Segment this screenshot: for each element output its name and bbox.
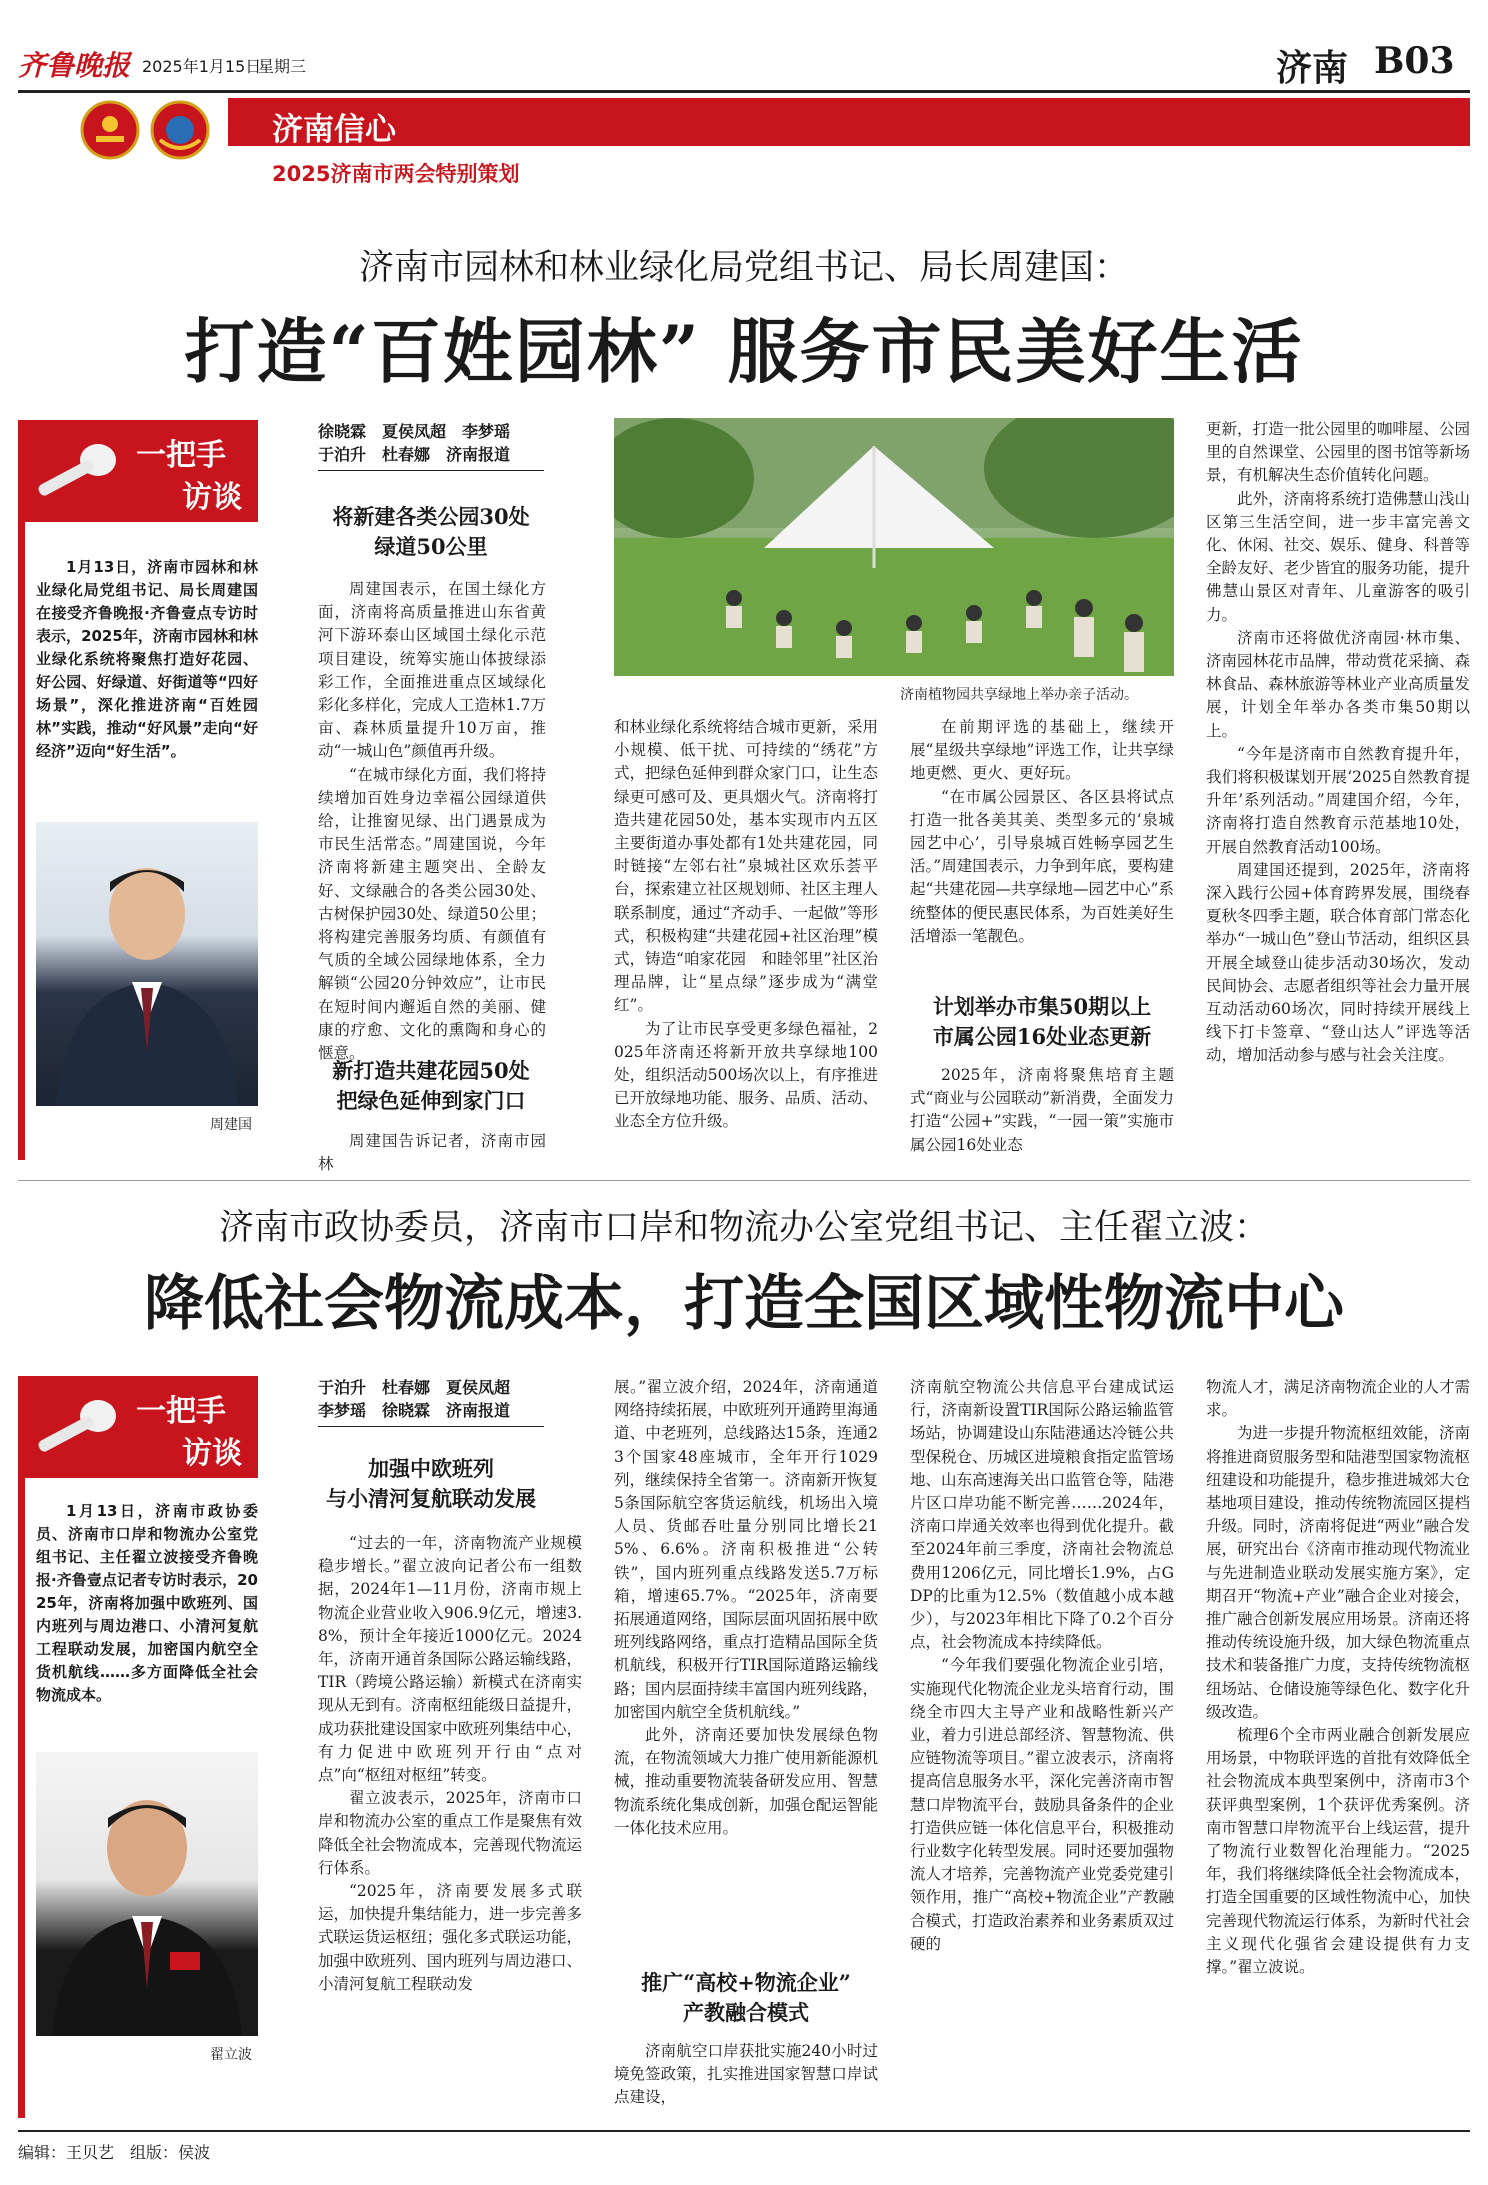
paragraph: 为进一步提升物流枢纽效能，济南将推进商贸服务型和陆港型国家物流枢纽建设和功能提升，稳步推进城郊大仓基地项目建设，推动传统物流园区提档升级。同时，济南将促进“两业”融合发展，研究出台《济南市推动现代物流业与先进制造业联动发展实施方案》，定期召开“物流+产业”融合企业对接会，推广融合创新发展应用场景。济南还将推动传统设施升级，加大绿色物流重点技术和装备推广力度，支持传统物流枢纽场站、仓储设施等绿色化、数字化升级改造。: [1206, 1424, 1470, 1721]
paragraph: “2025年，济南要发展多式联运，加快提升集结能力，进一步完善多式联运货运枢纽；强化多式联运功能，加强中欧班列、国内班列与周边港口、小清河复航工程联动发: [318, 1882, 582, 1993]
article2-lead: 1月13日，济南市政协委员、济南市口岸和物流办公室党组书记、主任翟立波接受齐鲁晚报·齐鲁壹点记者专访时表示，2025年，济南将加强中欧班列、国内班列与周边港口、小清河复航工程联动发展，加密国内航空全货机航线……多方面降低全社会物流成本。: [36, 1502, 258, 1704]
paragraph: 在前期评选的基础上，继续开展“星级共享绿地”评选工作，让共享绿地更燃、更火、更好玩。: [910, 718, 1174, 783]
article1-byline-2: 于泊升 杜春娜 济南报道: [318, 445, 511, 464]
badge-line1: 一把手: [136, 438, 226, 473]
masthead: 齐鲁晚报: [18, 49, 131, 82]
article2-subhead-2: 推广“高校+物流企业” 产教融合模式: [641, 1970, 851, 2025]
section-title: 济南信心: [272, 112, 396, 148]
article2-headline: 降低社会物流成本，打造全国区域性物流中心: [144, 1269, 1344, 1339]
portrait-caption-zhou: 周建国: [210, 1117, 252, 1133]
page-number: B03: [1374, 40, 1455, 82]
paragraph: 物流人才，满足济南物流企业的人才需求。: [1206, 1378, 1470, 1420]
paragraph: “在市属公园景区、各区县将试点打造一批各美其美、类型多元的‘泉城园艺中心’，引导泉城百姓畅享园艺生活。”周建国表示，力争到年底，要构建起“共建花园—共享绿地—园艺中心”系统整体的便民惠民体系，为百姓美好生活增添一笔靓色。: [910, 787, 1174, 945]
article1-colC-tail: 2025年，济南将聚焦培育主题式“商业与公园联动”新消费，全面发力打造“公园+”实践，“一园一策”实施市属公园16处业态: [910, 1066, 1174, 1154]
paragraph: 周建国表示，在国土绿化方面，济南将高质量推进山东省黄河下游环泰山区域国土绿化示范项目建设，统筹实施山体披绿添彩工作，全面推进重点区域绿化彩化多样化，完成人工造林1.7万亩、森林质量提升10万亩，推动“一城山色”颜值再升级。: [318, 580, 546, 761]
paragraph: 此外，济南将系统打造佛慧山浅山区第三生活空间，进一步丰富完善文化、休闲、社交、娱乐、健身、科普等全龄友好、老少皆宜的服务功能，提升佛慧山景区对青年、儿童游客的吸引力。: [1206, 489, 1470, 624]
article1-colA: [318, 578, 546, 1065]
article1-subhead-3: 计划举办市集50期以上 市属公园16处业态更新: [932, 994, 1152, 1049]
cppcc-emblem-icon: [150, 100, 210, 160]
microphone-icon: [26, 438, 122, 508]
interview-badge-2: [18, 1376, 258, 1478]
national-emblem-icon: [80, 100, 140, 160]
park-scene-icon: [614, 418, 1174, 676]
paragraph: 翟立波表示，2025年，济南市口岸和物流办公室的重点工作是聚焦有效降低全社会物流成本，完善现代物流运行体系。: [318, 1789, 582, 1877]
article2-colB-tail: 济南航空口岸获批实施240小时过境免签政策，扎实推进国家智慧口岸试点建设，: [614, 2042, 878, 2107]
article2-subhead-1: 加强中欧班列 与小清河复航联动发展: [326, 1456, 536, 1511]
paragraph: 济南市还将做优济南园·林市集、济南园林花市品牌，带动赏花采摘、森林食品、森林旅游等林业产业高质量发展，计划全年举办各类市集50期以上。: [1206, 628, 1470, 740]
paragraph: 济南航空物流公共信息平台建成试运行，济南新设置TIR国际公路运输监管场站，协调建设山东陆港通达冷链公共型保税仓、历城区进境粮食指定监管场地、山东高速海关出口监管仓等，陆港片区口岸功能不断完善……2024年，济南口岸通关效率也得到优化提升。截至2024年前三季度，济南社会物流总费用1206亿元，同比增长1.9%，占GDP的比重为12.5%（数值越小成本越少），与2023年相比下降了0.2个百分点，社会物流成本持续降低。: [910, 1378, 1174, 1652]
article1-subhead-1: 将新建各类公园30处 绿道50公里: [332, 504, 530, 559]
paragraph: 为了让市民享受更多绿色福祉，2025年济南还将新开放共享绿地100处，组织活动500场次以上，有序推进已开放绿地功能、服务、品质、活动、业态全方位升级。: [614, 1019, 878, 1131]
photo-caption: 济南植物园共享绿地上举办亲子活动。: [900, 687, 1138, 703]
article-divider: [18, 1180, 1470, 1181]
article1-lead: 1月13日，济南市园林和林业绿化局党组书记、局长周建国在接受齐鲁晚报·齐鲁壹点专访时表示，2025年，济南市园林和林业绿化系统将聚焦打造好花园、好公园、好绿道、好街道等“四好场景”，深化推进济南“百姓园林”实践，推动“好风景”走向“好经济”迈向“好生活”。: [36, 558, 258, 760]
article2-byline-2: 李梦瑶 徐晓霖 济南报道: [318, 1401, 511, 1420]
page-city: 济南: [1276, 47, 1349, 89]
article2-colA: [318, 1532, 582, 1996]
article2-byline-1: 于泊升 杜春娜 夏侯凤超: [318, 1378, 511, 1397]
header-rule: [18, 90, 1470, 93]
article1-colD: [1206, 418, 1470, 1068]
special-report-label: 2025济南市两会特别策划: [272, 162, 520, 186]
article2-kicker: 济南市政协委员，济南市口岸和物流办公室党组书记、主任翟立波：: [218, 1208, 1269, 1248]
paragraph: “今年我们要强化物流企业引培，实施现代化物流企业龙头培育行动，围绕全市四大主导产业和战略性新兴产业，着力引进总部经济、智慧物流、供应链物流等项目。”翟立波表示，济南将提高信息服务水平，深化完善济南市智慧口岸物流平台，鼓励具备条件的企业打造供应链一体化信息平台，积极推动行业数字化转型发展。同时还要加强物流人才培养，完善物流产业党委党建引领作用，推广“高校+物流企业”产教融合模式，打造政治素养和业务素质双过硬的: [910, 1656, 1174, 1953]
badge-line2: 访谈: [182, 480, 242, 515]
article1-colA-tail: 周建国告诉记者，济南市园林: [318, 1132, 546, 1174]
paragraph: 和林业绿化系统将结合城市更新，采用小规模、低干扰、可持续的“绣花”方式，把绿色延伸到群众家门口，让生态绿更可感可及、更具烟火气。济南将打造共建花园50处，基本实现市内五区主要街道办事处都有1处共建花园，同时链接“左邻右社”泉城社区欢乐荟平台，探索建立社区规划师、社区主理人联系制度，通过“齐动手、一起做”等形式，积极构建“共建花园+社区治理”模式，铸造“咱家花园 和睦邻里”社区治理品牌，让“星点绿”逐步成为“满堂红”。: [614, 718, 878, 1015]
article1-colB: [614, 716, 878, 1134]
issue-date: 2025年1月15日: [142, 57, 262, 76]
article1-colC: [910, 716, 1174, 948]
footer-editor: 编辑：王贝艺 组版：侯波: [18, 2143, 211, 2162]
issue-weekday: 星期三: [258, 57, 307, 76]
article1-subhead-2: 新打造共建花园50处 把绿色延伸到家门口: [332, 1058, 530, 1113]
interview-badge: [18, 420, 258, 522]
article1-kicker: 济南市园林和林业绿化局党组书记、局长周建国：: [358, 248, 1129, 288]
paragraph: “过去的一年，济南物流产业规模稳步增长。”翟立波向记者公布一组数据，2024年1—11月份，济南市规上物流企业营业收入906.9亿元，增速3.8%，预计全年接近1000亿元。2024年，济南开通首条国际公路运输线路，TIR（跨境公路运输）新模式在济南实现从无到有。济南枢纽能级日益提升，成功获批建设国家中欧班列集结中心，有力促进中欧班列开行由“点对点”向“枢纽对枢纽”转变。: [318, 1534, 582, 1785]
lead-accent-bar-2: [18, 1478, 25, 2118]
park-activity-photo: [614, 418, 1174, 676]
portrait-figure-icon: [36, 822, 258, 1106]
paragraph: 此外，济南还要加快发展绿色物流，在物流领域大力推广使用新能源机械，推动重要物流装备研发应用、智慧物流系统化集成创新，加强仓配运智能一体化技术应用。: [614, 1726, 878, 1837]
footer-rule: [18, 2130, 1470, 2132]
byline-rule-2: [318, 1426, 544, 1427]
paragraph: “今年是济南市自然教育提升年，我们将积极谋划开展‘2025自然教育提升年’系列活动。”周建国介绍，今年，济南将打造自然教育示范基地10处，开展自然教育活动100场。: [1206, 744, 1470, 856]
paragraph: 展。”翟立波介绍，2024年，济南通道网络持续拓展，中欧班列开通跨里海通道、中老班列，总线路达15条，连通23个国家48座城市，全年开行1029列，继续保持全省第一。济南新开恢复5条国际航空客货运航线，机场出入境人员、货邮吞吐量分别同比增长215%、6.6%。济南积极推进“公转铁”，国内班列重点线路发送5.7万标箱，增速65.7%。“2025年，济南要拓展通道网络，国际层面巩固拓展中欧班列线路网络，重点打造精品国际全货机航线，积极开行TIR国际道路运输线路；国内层面持续丰富国内班列线路，加密国内航空全货机航线。”: [614, 1378, 878, 1721]
portrait-photo-zhou: [36, 822, 258, 1106]
article2-colD: [1206, 1376, 1470, 1979]
article2-colB: [614, 1376, 878, 1840]
article1-headline: 打造“百姓园林” 服务市民美好生活: [184, 310, 1304, 393]
badge-line2: 访谈: [182, 1436, 242, 1471]
portrait-caption-zhai: 翟立波: [210, 2047, 252, 2063]
lead-accent-bar: [18, 522, 25, 1160]
badge-line1: 一把手: [136, 1394, 226, 1429]
byline-rule-1: [318, 470, 544, 471]
portrait-figure-icon: [36, 1752, 258, 2036]
section-banner: [228, 98, 1470, 146]
microphone-icon: [26, 1394, 122, 1464]
paragraph: 更新，打造一批公园里的咖啡屋、公园里的自然课堂、公园里的图书馆等新场景，有机解决生态价值转化问题。: [1206, 420, 1470, 485]
portrait-photo-zhai: [36, 1752, 258, 2036]
paragraph: 梳理6个全市两业融合创新发展应用场景，中物联评选的首批有效降低全社会物流成本典型案例中，济南市3个获评典型案例，1个获评优秀案例。济南市智慧口岸物流平台上线运营，提升了物流行业数智化治理能力。“2025年，我们将继续降低全社会物流成本，打造全国重要的区域性物流中心，加快完善现代物流运行体系，为新时代社会主义现代化强省会建设提供有力支撑。”翟立波说。: [1206, 1726, 1470, 1977]
article1-byline-1: 徐晓霖 夏侯凤超 李梦瑶: [318, 422, 511, 441]
article2-colC: [910, 1376, 1174, 1956]
paragraph: 周建国还提到，2025年，济南将深入践行公园+体育跨界发展，围绕春夏秋冬四季主题，联合体育部门常态化举办“一城山色”登山节活动，组织区县开展全域登山徒步活动30场次，发动民间协会、志愿者组织等社会力量开展互动活动60场次，同时持续开展线上线下打卡签章、“登山达人”评选等活动，增加活动参与感与社会关注度。: [1206, 860, 1470, 1065]
paragraph: “在城市绿化方面，我们将持续增加百姓身边幸福公园绿道供给，让推窗见绿、出门遇景成为市民生活常态。”周建国说，今年济南将新建主题突出、全龄友好、文绿融合的各类公园30处、古树保护园30处、绿道50公里；将构建完善服务均质、有颜值有气质的全域公园绿地体系，全力解锁“公园20分钟效应”，让市民在短时间内邂逅自然的美丽、健康的疗愈、文化的熏陶和身心的惬意。: [318, 765, 546, 1063]
